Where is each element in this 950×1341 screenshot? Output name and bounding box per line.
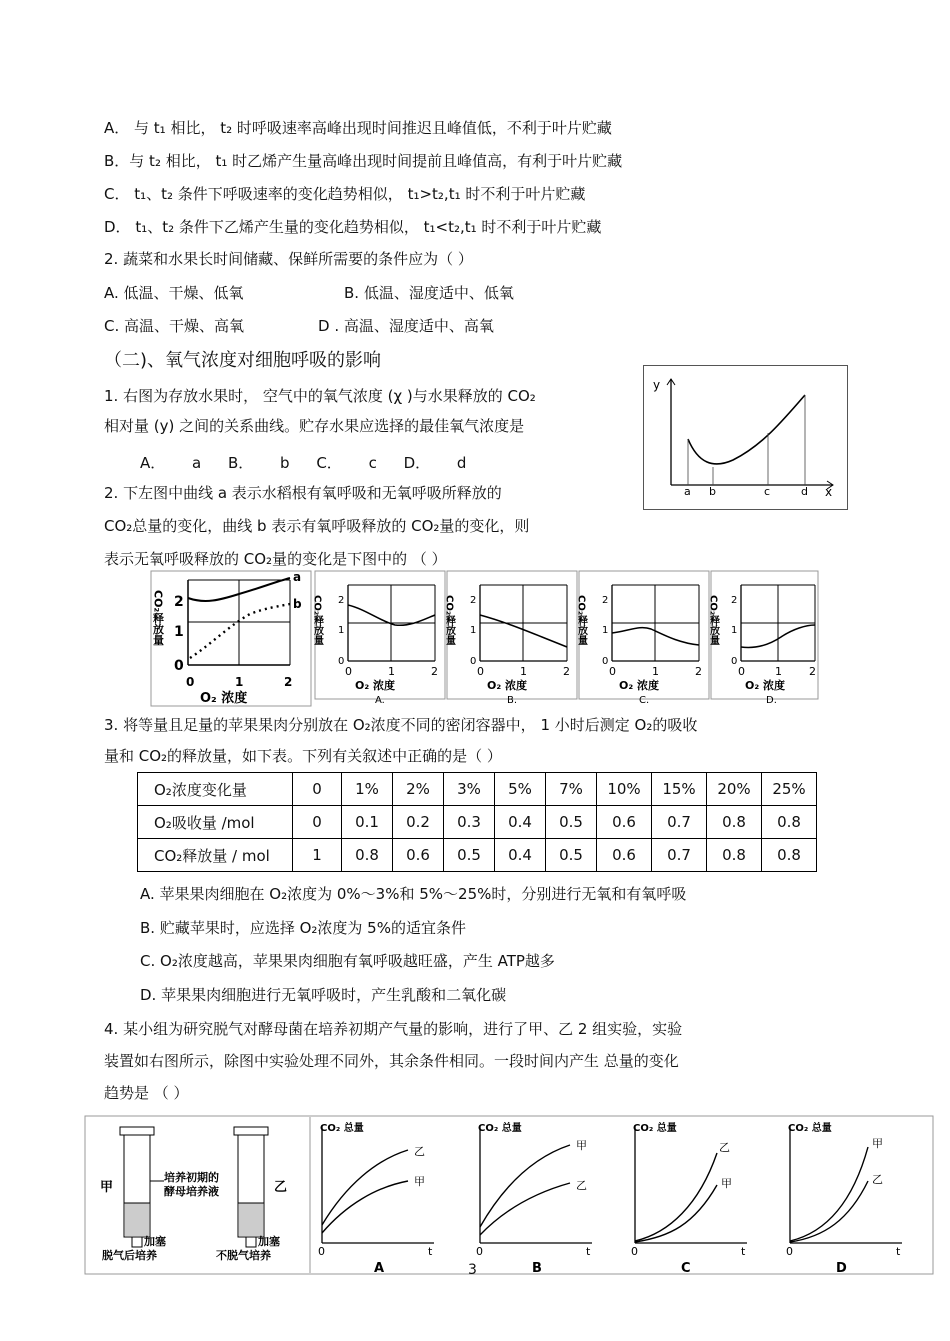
- table-row: [138, 806, 817, 839]
- graph-d-t: t: [896, 1245, 901, 1258]
- plug-label-left: 加塞: [144, 1235, 166, 1248]
- fig1-tick-b: b: [709, 485, 716, 498]
- main-ytick-2: 2: [174, 594, 184, 610]
- graph-d: [786, 1121, 902, 1275]
- caption-left: 脱气后培养: [102, 1249, 157, 1262]
- table-cell: O₂浓度变化量: [138, 773, 293, 806]
- apparatus-jia: [120, 1127, 164, 1247]
- main-xtick-2: 2: [284, 675, 293, 689]
- graph-a-xtick-0: 0: [345, 665, 352, 678]
- graph-d-xlabel: O₂ 浓度: [745, 679, 785, 692]
- graph-c-t: t: [741, 1245, 746, 1258]
- graph-a-option: A.: [375, 695, 385, 706]
- graph-d-xtick-1: 1: [775, 665, 782, 678]
- fig1-tick-c: c: [764, 485, 771, 498]
- s3-option-b: B. 贮藏苹果时，应选择 O₂浓度为 5%的适宜条件: [140, 919, 466, 937]
- graph-a-xtick-2: 2: [431, 665, 438, 678]
- graph-d-zero: 0: [786, 1245, 793, 1258]
- s3-option-a: A. 苹果果肉细胞在 O₂浓度为 0%～3%和 5%～25%时，分别进行无氧和有氧呼吸: [140, 885, 687, 903]
- table-row: [138, 773, 817, 806]
- graph-b-lower-label: 乙: [576, 1179, 587, 1192]
- oxygen-data-table: [137, 772, 817, 872]
- graph-d-xtick-2: 2: [809, 665, 816, 678]
- table-cell: 0: [293, 773, 342, 806]
- graph-b-xtick-0: 0: [477, 665, 484, 678]
- graph-a-xlabel: O₂ 浓度: [355, 679, 395, 692]
- fig1-tick-a: a: [684, 485, 691, 498]
- table-cell: 0.1: [342, 806, 393, 839]
- s4-question-text-3: 趋势是 （ ）: [104, 1084, 189, 1102]
- graph-c-ytick-2: 2: [602, 595, 609, 606]
- table-cell: 25%: [762, 773, 817, 806]
- yeast-co2-figure: [84, 1115, 934, 1275]
- option-a-text: A． 与 t₁ 相比， t₂ 时呼吸速率高峰出现时间推迟且峰值低，不利于叶片贮藏: [104, 119, 612, 137]
- graph-a-lower: [322, 1181, 408, 1233]
- graph-b-option: B: [532, 1261, 542, 1275]
- graph-c-ylabel: CO₂ 总量: [633, 1123, 677, 1134]
- curve-a-label: a: [293, 570, 302, 584]
- graph-c-option: C.: [639, 695, 650, 706]
- table-cell: 0.7: [652, 806, 707, 839]
- main-ylabel: CO₂释放量: [151, 590, 165, 646]
- graph-d-ylabel: CO₂释放量: [707, 595, 719, 646]
- graph-a-ytick-1: 1: [338, 625, 345, 636]
- table-cell: 0.8: [707, 839, 762, 872]
- rice-root-co2-figure: [150, 570, 820, 710]
- s3-option-c: C. O₂浓度越高，苹果果肉细胞有氧呼吸越旺盛，产生 ATP越多: [140, 952, 555, 970]
- graph-b-t: t: [586, 1245, 591, 1258]
- table-cell: 0.8: [762, 839, 817, 872]
- graph-d-ytick-2: 2: [731, 595, 738, 606]
- plug-label-right: 加塞: [258, 1235, 280, 1248]
- table-cell: CO₂释放量 / mol: [138, 839, 293, 872]
- page-number: 3: [468, 1262, 477, 1278]
- s2-question-text-3: 表示无氧呼吸释放的 CO₂量的变化是下图中的 （ ）: [104, 550, 447, 568]
- table-cell: 15%: [652, 773, 707, 806]
- graph-c-zero: 0: [631, 1245, 638, 1258]
- main-ytick-1: 1: [174, 624, 184, 640]
- graph-c-upper-label: 乙: [719, 1141, 730, 1154]
- table-cell: 0.5: [546, 839, 597, 872]
- graph-c-lower: [635, 1185, 717, 1242]
- table-cell: 0.8: [707, 806, 762, 839]
- graph-b-upper: [480, 1145, 570, 1227]
- graph-b-xtick-2: 2: [563, 665, 570, 678]
- graph-d-option: D: [836, 1261, 847, 1275]
- graph-b-xtick-1: 1: [520, 665, 527, 678]
- graph-d-lower: [790, 1181, 868, 1242]
- table-cell: 0.5: [444, 839, 495, 872]
- section-heading: （二)、氧气浓度对细胞呼吸的影响: [104, 350, 382, 371]
- s1-options: A． a B． b C． c D． d: [140, 454, 467, 472]
- option-d-text: D． t₁、t₂ 条件下乙烯产生量的变化趋势相似， t₁<t₂,t₁ 时不利于叶片贮藏: [104, 218, 602, 236]
- liquid-label-2: 酵母培养液: [164, 1185, 219, 1198]
- s3-question-text: 3. 将等量且足量的苹果果肉分别放在 O₂浓度不同的密闭容器中， 1 小时后测定 O₂的吸收: [104, 716, 698, 734]
- question-2-text: 2. 蔬菜和水果长时间储藏、保鲜所需要的条件应为（ ）: [104, 250, 473, 268]
- graph-d-xtick-0: 0: [738, 665, 745, 678]
- table-cell: 7%: [546, 773, 597, 806]
- s2-question-text-2: CO₂总量的变化，曲线 b 表示有氧呼吸释放的 CO₂量的变化，则: [104, 517, 530, 535]
- graph-b-ytick-1: 1: [470, 625, 477, 636]
- graph-c-option: C: [681, 1261, 691, 1275]
- graph-b-ytick-0: 0: [470, 656, 477, 667]
- table-cell: 0: [293, 806, 342, 839]
- table-cell: 1%: [342, 773, 393, 806]
- table-cell: 0.7: [652, 839, 707, 872]
- table-cell: 1: [293, 839, 342, 872]
- apparatus-yi: [234, 1127, 268, 1247]
- table-cell: O₂吸收量 /mol: [138, 806, 293, 839]
- caption-right: 不脱气培养: [216, 1249, 271, 1262]
- q2-option-b: B. 低温、湿度适中、低氧: [344, 284, 514, 302]
- graph-b-ylabel: CO₂释放量: [443, 595, 455, 646]
- graph-option-b: [444, 571, 578, 706]
- main-xtick-1: 1: [235, 675, 244, 689]
- s4-question-text: 4. 某小组为研究脱气对酵母菌在培养初期产气量的影响，进行了甲、乙 2 组实验，实验: [104, 1020, 683, 1038]
- graph-b-ylabel: CO₂ 总量: [478, 1123, 522, 1134]
- q2-option-d: D . 高温、湿度适中、高氧: [318, 317, 494, 335]
- table-cell: 10%: [597, 773, 652, 806]
- table-cell: 0.2: [393, 806, 444, 839]
- graph-option-d: [708, 571, 819, 706]
- graph-c: [631, 1121, 747, 1275]
- main-graph-axes: [188, 580, 290, 665]
- graph-d-upper: [790, 1147, 868, 1241]
- graph-a-lower-label: 甲: [414, 1175, 425, 1188]
- s1-question-text-2: 相对量 (y) 之间的关系曲线。贮存水果应选择的最佳氧气浓度是: [104, 417, 525, 435]
- graph-d-option: D.: [766, 695, 777, 706]
- graph-c-upper: [635, 1153, 717, 1241]
- graph-b-upper-label: 甲: [576, 1139, 587, 1152]
- table-cell: 0.8: [342, 839, 393, 872]
- graph-d-upper-label: 甲: [872, 1137, 883, 1150]
- table-cell: 2%: [393, 773, 444, 806]
- graph-d-ylabel: CO₂ 总量: [788, 1123, 832, 1134]
- main-ytick-0: 0: [174, 658, 184, 674]
- s4-question-text-2: 装置如右图所示，除图中实验处理不同外，其余条件相同。一段时间内产生 总量的变化: [104, 1052, 679, 1070]
- graph-c-xtick-0: 0: [609, 665, 616, 678]
- graph-c-lower-label: 甲: [721, 1177, 732, 1190]
- option-c-text: C． t₁、t₂ 条件下呼吸速率的变化趋势相似， t₁>t₂,t₁ 时不利于叶片贮藏: [104, 185, 586, 203]
- graph-b-zero: 0: [476, 1245, 483, 1258]
- apparatus-yi-label: 乙: [274, 1180, 288, 1195]
- table-cell: 0.6: [393, 839, 444, 872]
- q2-option-a: A. 低温、干燥、低氧: [104, 284, 244, 302]
- s3-question-text-2: 量和 CO₂的释放量，如下表。下列有关叙述中正确的是（ ）: [104, 747, 502, 765]
- table-cell: 0.8: [762, 806, 817, 839]
- graph-option-c: [576, 571, 710, 706]
- curve-b-label: b: [293, 597, 302, 611]
- graph-c-xlabel: O₂ 浓度: [619, 679, 659, 692]
- fig1-tick-d: d: [801, 485, 808, 498]
- table-cell: 0.6: [597, 839, 652, 872]
- graph-a-upper-label: 乙: [414, 1145, 425, 1158]
- graph-a-ytick-2: 2: [338, 595, 345, 606]
- graph-a-option: A: [374, 1261, 385, 1275]
- graph-b-ytick-2: 2: [470, 595, 477, 606]
- graph-a-t: t: [428, 1245, 433, 1258]
- graph-c-ytick-0: 0: [602, 656, 609, 667]
- liquid-label: 培养初期的: [164, 1171, 219, 1184]
- curve-b: [190, 604, 290, 658]
- table-cell: 0.6: [597, 806, 652, 839]
- option-b-text: B．与 t₂ 相比， t₁ 时乙烯产生量高峰出现时间提前且峰值高，有利于叶片贮藏: [104, 152, 623, 170]
- s3-option-d: D. 苹果果肉细胞进行无氧呼吸时，产生乳酸和二氧化碳: [140, 986, 507, 1004]
- graph-a-ylabel: CO₂ 总量: [320, 1123, 364, 1134]
- graph-b: [476, 1121, 592, 1275]
- table-cell: 0.4: [495, 806, 546, 839]
- graph-a-upper: [322, 1150, 408, 1225]
- graph-option-a: [312, 571, 446, 706]
- graph-d-ytick-0: 0: [731, 656, 738, 667]
- graph-a-ytick-0: 0: [338, 656, 345, 667]
- graph-a-zero: 0: [318, 1245, 325, 1258]
- table-cell: 0.3: [444, 806, 495, 839]
- apparatus-jia-label: 甲: [100, 1180, 114, 1195]
- graph-b-xlabel: O₂ 浓度: [487, 679, 527, 692]
- graph-d-ytick-1: 1: [731, 625, 738, 636]
- fig1-x-label: x: [825, 485, 833, 499]
- table-cell: 0.4: [495, 839, 546, 872]
- s1-question-text: 1. 右图为存放水果时， 空气中的氧气浓度 (χ )与水果释放的 CO₂: [104, 387, 536, 405]
- graph-c-ylabel: CO₂释放量: [575, 595, 587, 646]
- table-cell: 3%: [444, 773, 495, 806]
- graph-c-xtick-1: 1: [652, 665, 659, 678]
- oxygen-co2-curve-figure: [643, 365, 848, 510]
- table-cell: 20%: [707, 773, 762, 806]
- table-cell: 5%: [495, 773, 546, 806]
- graph-a-ylabel: CO₂释放量: [311, 595, 323, 646]
- q2-option-c: C. 高温、干燥、高氧: [104, 317, 245, 335]
- table-cell: 0.5: [546, 806, 597, 839]
- fig1-y-label: y: [653, 378, 661, 392]
- main-xtick-0: 0: [186, 675, 195, 689]
- fig1-curve: [688, 395, 805, 464]
- graph-d-lower-label: 乙: [872, 1173, 883, 1186]
- graph-b-lower: [480, 1183, 570, 1235]
- graph-a: [318, 1121, 434, 1275]
- graph-c-xtick-2: 2: [695, 665, 702, 678]
- graph-b-option: B.: [507, 695, 518, 706]
- graph-c-ytick-1: 1: [602, 625, 609, 636]
- table-row: [138, 839, 817, 872]
- graph-a-xtick-1: 1: [388, 665, 395, 678]
- s2-question-text: 2. 下左图中曲线 a 表示水稻根有氧呼吸和无氧呼吸所释放的: [104, 484, 502, 502]
- main-xlabel: O₂ 浓度: [200, 691, 248, 706]
